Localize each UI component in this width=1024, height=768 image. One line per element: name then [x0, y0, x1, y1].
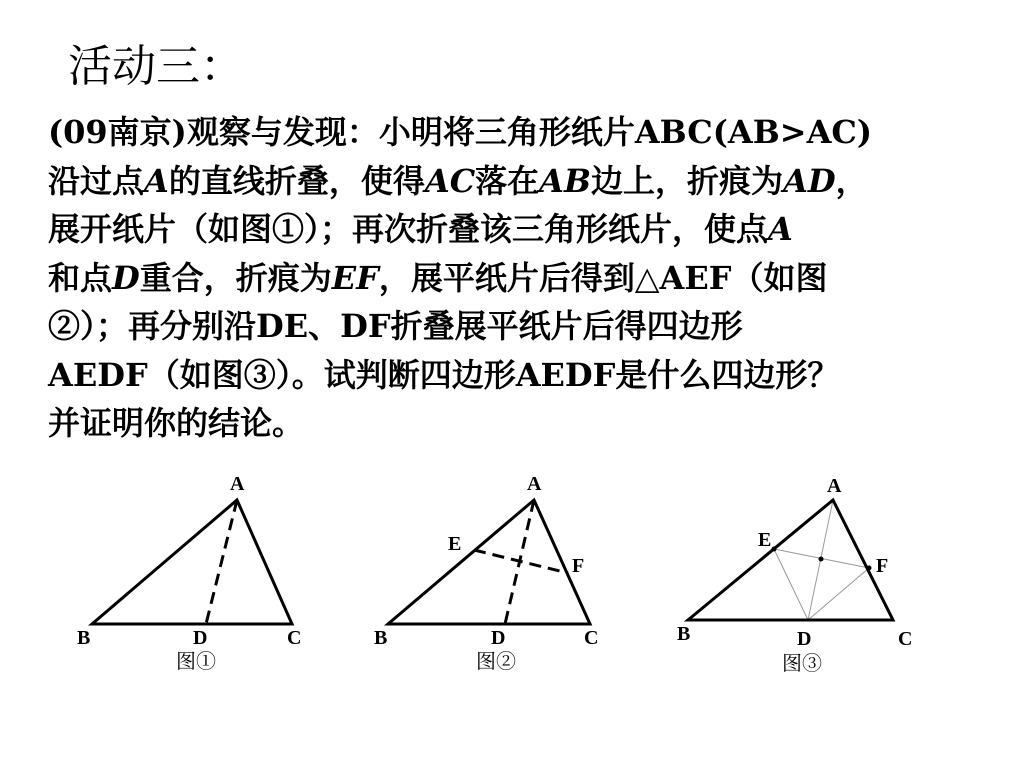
problem-italic-segment: A: [768, 210, 793, 248]
label-c: C: [584, 627, 599, 649]
label-f: F: [876, 555, 889, 577]
label-f: F: [572, 555, 585, 577]
label-e: E: [448, 533, 462, 555]
fold-line-ef: [474, 550, 568, 573]
problem-text-segment: ，: [835, 161, 868, 200]
triangle-abc: [688, 500, 893, 620]
label-d: D: [491, 627, 506, 649]
figure-1: [77, 473, 301, 673]
label-b: B: [677, 623, 691, 645]
page-title: 活动三：: [68, 41, 244, 92]
label-a: A: [527, 473, 542, 495]
label-a: A: [827, 475, 842, 497]
triangle-abc: [388, 500, 590, 624]
label-d: D: [797, 628, 812, 650]
problem-italic-segment: A: [144, 161, 169, 200]
problem-italic-segment: AD: [783, 161, 836, 200]
label-c: C: [287, 627, 302, 649]
label-c: C: [898, 628, 913, 650]
problem-italic-segment: D: [112, 258, 140, 297]
problem-text-segment: AEDF（如图③）。试判断四边形AEDF是什么四边形？: [48, 355, 840, 394]
figure-2-caption: 图②: [476, 649, 516, 673]
figure-1-caption: 图①: [176, 649, 216, 673]
problem-text-segment: 沿过点: [48, 161, 145, 200]
figure-2: [374, 473, 598, 673]
problem-italic-segment: AC: [424, 161, 476, 200]
label-a: A: [230, 473, 245, 495]
problem-text-segment: ，展平纸片后得到△AEF（如图: [378, 258, 828, 297]
problem-text-segment: (09南京)观察与发现：小明将三角形纸片ABC(AB>AC): [48, 113, 873, 151]
point-f: [867, 566, 872, 571]
figure-3: [677, 475, 912, 675]
fold-line-ad: [206, 500, 237, 624]
label-b: B: [374, 627, 388, 649]
figure-3-caption: 图③: [782, 651, 822, 675]
problem-text-segment: 落在: [475, 161, 540, 200]
point-e: [772, 547, 777, 552]
problem-text-segment: ②）；再分别沿DE、DF折叠展平纸片后得四边形: [48, 307, 743, 345]
problem-text-segment: 边上，折痕为: [591, 161, 784, 200]
problem-text-segment: 展开纸片（如图①）；再次折叠该三角形纸片，使点: [48, 210, 769, 248]
problem-text-segment: 的直线折叠，使得: [168, 161, 425, 200]
label-b: B: [77, 627, 91, 649]
problem-text-segment: 重合，折痕为: [139, 258, 332, 297]
label-d: D: [193, 627, 208, 649]
problem-italic-segment: AB: [539, 161, 592, 200]
problem-text-segment: 并证明你的结论。: [48, 404, 305, 442]
problem-text-segment: 和点: [48, 258, 113, 297]
problem-italic-segment: EF: [331, 258, 379, 297]
point-center: [819, 557, 824, 562]
triangle-abc: [92, 500, 292, 624]
label-e: E: [758, 529, 772, 551]
